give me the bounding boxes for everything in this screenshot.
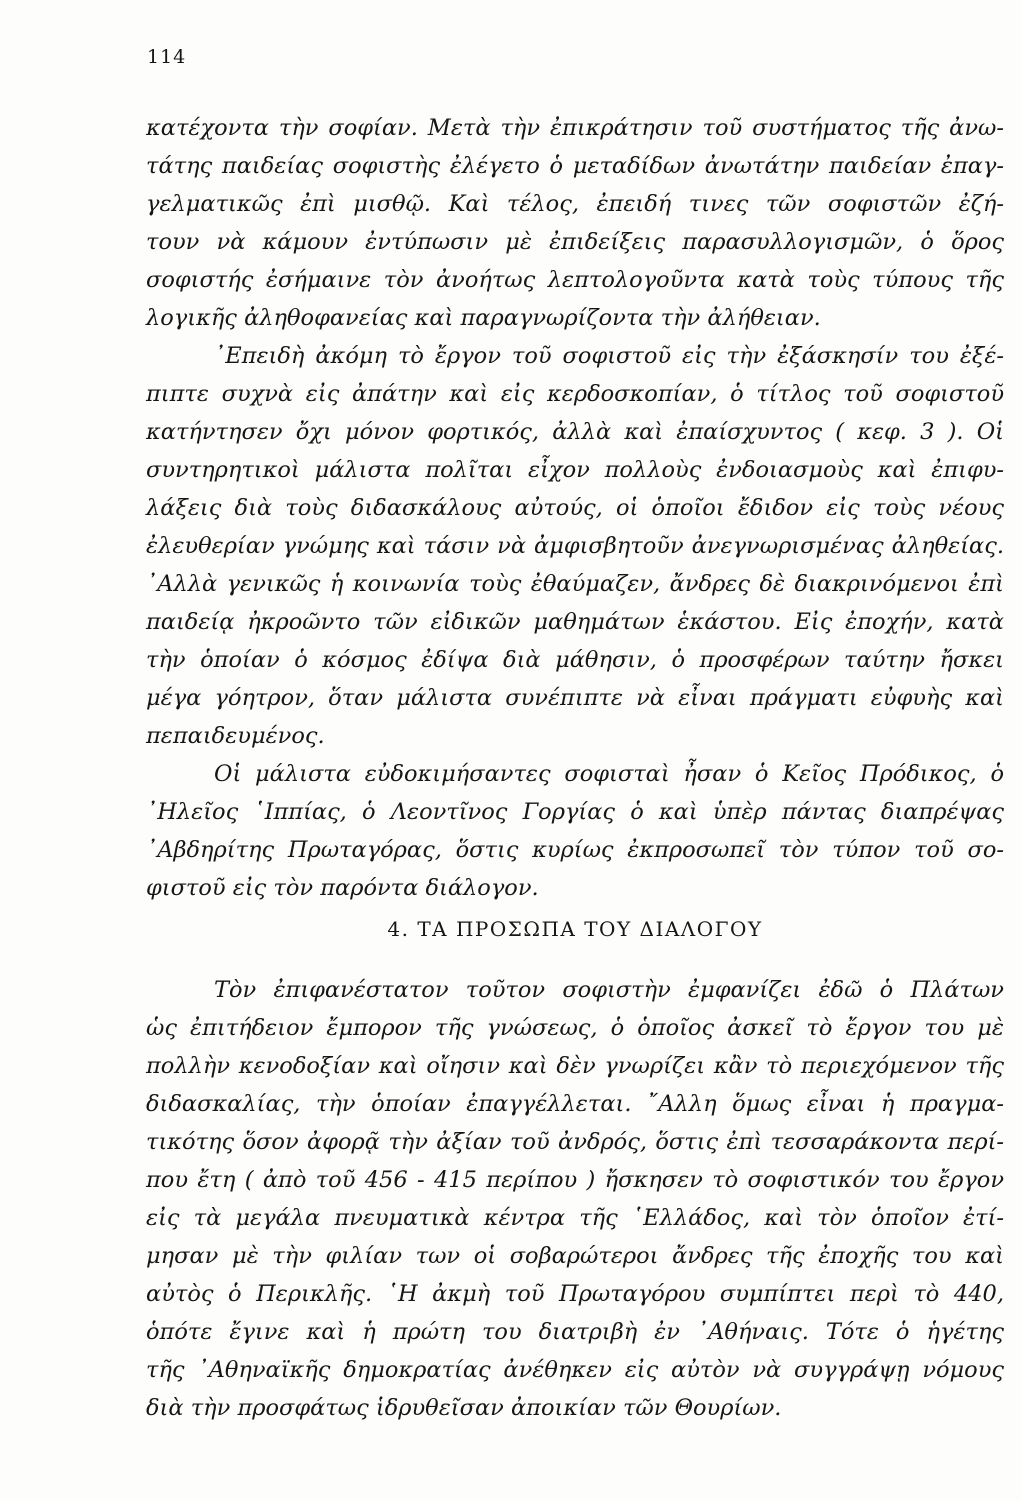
text-line: λογικῆς ἀληθοφανείας καὶ παραγνωρίζοντα τὴν ἀλήθειαν. (146, 305, 821, 331)
text-line: κατέχοντα τὴν σοφίαν. Μετὰ τὴν ἐπικράτησιν τοῦ συστήματος τῆς ἀνω- (146, 115, 1004, 141)
text-line: διδασκαλίας, τὴν ὁποίαν ἐπαγγέλλεται. ῎Αλλη ὅμως εἶναι ἡ πραγμα- (146, 1091, 1004, 1117)
text-line: εἰς τὰ μεγάλα πνευματικὰ κέντρα τῆς ῾Ελλάδος, καὶ τὸν ὁποῖον ἐτί- (146, 1205, 1004, 1231)
text-line: ᾿Επειδὴ ἀκόμη τὸ ἔργον τοῦ σοφιστοῦ εἰς τὴν ἐξάσκησίν του ἐξέ- (214, 343, 1004, 369)
text-line: γελματικῶς ἐπὶ μισθῷ. Καὶ τέλος, ἐπειδή τινες τῶν σοφιστῶν ἐζή- (146, 191, 1004, 217)
text-line: μέγα γόητρον, ὅταν μάλιστα συνέπιπτε νὰ εἶναι πράγματι εὐφυὴς καὶ (146, 685, 1004, 711)
text-line: τικότης ὅσον ἀφορᾷ τὴν ἀξίαν τοῦ ἀνδρός, ὅστις ἐπὶ τεσσαράκοντα περί- (146, 1129, 1004, 1155)
text-line: μησαν μὲ τὴν φιλίαν των οἱ σοβαρώτεροι ἄνδρες τῆς ἐποχῆς του καὶ (146, 1243, 1004, 1269)
text-line: λάξεις διὰ τοὺς διδασκάλους αὐτούς, οἱ ὁποῖοι ἔδιδον εἰς τοὺς νέους (146, 495, 1004, 521)
text-line: συντηρητικοὶ μάλιστα πολῖται εἶχον πολλοὺς ἐνδοιασμοὺς καὶ ἐπιφυ- (146, 457, 1004, 483)
page-number: 114 (147, 46, 187, 68)
text-line: πολλὴν κενοδοξίαν καὶ οἴησιν καὶ δὲν γνωρίζει κἂν τὸ περιεχόμενον τῆς (146, 1053, 1004, 1079)
text-line: Οἱ μάλιστα εὐδοκιμήσαντες σοφισταὶ ἦσαν ὁ Κεῖος Πρόδικος, ὁ (214, 761, 1004, 787)
text-line: πιπτε συχνὰ εἰς ἀπάτην καὶ εἰς κερδοσκοπίαν, ὁ τίτλος τοῦ σοφιστοῦ (146, 381, 1004, 407)
text-line: ὁπότε ἔγινε καὶ ἡ πρώτη του διατριβὴ ἐν ᾿Αθήναις. Τότε ὁ ἡγέτης (146, 1319, 1004, 1345)
text-line: τουν νὰ κάμουν ἐντύπωσιν μὲ ἐπιδείξεις παρασυλλογισμῶν, ὁ ὅρος (146, 229, 1004, 255)
text-line: ᾿Ηλεῖος ῾Ιππίας, ὁ Λεοντῖνος Γοργίας ὁ καὶ ὑπὲρ πάντας διαπρέψας (146, 799, 1004, 825)
text-line: ὡς ἐπιτήδειον ἔμπορον τῆς γνώσεως, ὁ ὁποῖος ἀσκεῖ τὸ ἔργον του μὲ (146, 1015, 1004, 1041)
text-line: ἐλευθερίαν γνώμης καὶ τάσιν νὰ ἀμφισβητοῦν ἀνεγνωρισμένας ἀληθείας. (146, 533, 1004, 559)
text-line: ᾿Αβδηρίτης Πρωταγόρας, ὅστις κυρίως ἐκπροσωπεῖ τὸν τύπον τοῦ σο- (146, 837, 1004, 863)
text-line: διὰ τὴν προσφάτως ἱδρυθεῖσαν ἀποικίαν τῶν Θουρίων. (146, 1395, 782, 1421)
text-line: σοφιστής ἐσήμαινε τὸν ἀνοήτως λεπτολογοῦντα κατὰ τοὺς τύπους τῆς (146, 267, 1004, 293)
text-line: τάτης παιδείας σοφιστὴς ἐλέγετο ὁ μεταδίδων ἀνωτάτην παιδείαν ἐπαγ- (146, 153, 1004, 179)
text-line: κατήντησεν ὄχι μόνον φορτικός, ἀλλὰ καὶ ἐπαίσχυντος ( κεφ. 3 ). Οἱ (146, 419, 1004, 445)
text-line: παιδείᾳ ἠκροῶντο τῶν εἰδικῶν μαθημάτων ἑκάστου. Εἰς ἐποχήν, κατὰ (146, 609, 1004, 635)
text-line: ᾿Αλλὰ γενικῶς ἡ κοινωνία τοὺς ἐθαύμαζεν, ἄνδρες δὲ διακρινόμενοι ἐπὶ (146, 571, 1004, 597)
text-line: τὴν ὁποίαν ὁ κόσμος ἐδίψα διὰ μάθησιν, ὁ προσφέρων ταύτην ἤσκει (146, 647, 1004, 673)
section-heading: 4. ΤΑ ΠΡΟΣΩΠΑ ΤΟΥ ΔΙΑΛΟΓΟΥ (387, 917, 763, 941)
text-line: που ἔτη ( ἀπὸ τοῦ 456 - 415 περίπου ) ἤσκησεν τὸ σοφιστικόν του ἔργον (146, 1167, 1004, 1193)
text-line: αὐτὸς ὁ Περικλῆς. ῾Η ἀκμὴ τοῦ Πρωταγόρου συμπίπτει περὶ τὸ 440, (146, 1281, 1004, 1307)
text-line: πεπαιδευμένος. (146, 723, 325, 749)
text-line: Τὸν ἐπιφανέστατον τοῦτον σοφιστὴν ἐμφανίζει ἐδῶ ὁ Πλάτων (214, 977, 1004, 1003)
text-line: τῆς ᾿Αθηναϊκῆς δημοκρατίας ἀνέθηκεν εἰς αὐτὸν νὰ συγγράψῃ νόμους (146, 1357, 1004, 1383)
text-line: φιστοῦ εἰς τὸν παρόντα διάλογον. (146, 875, 539, 901)
